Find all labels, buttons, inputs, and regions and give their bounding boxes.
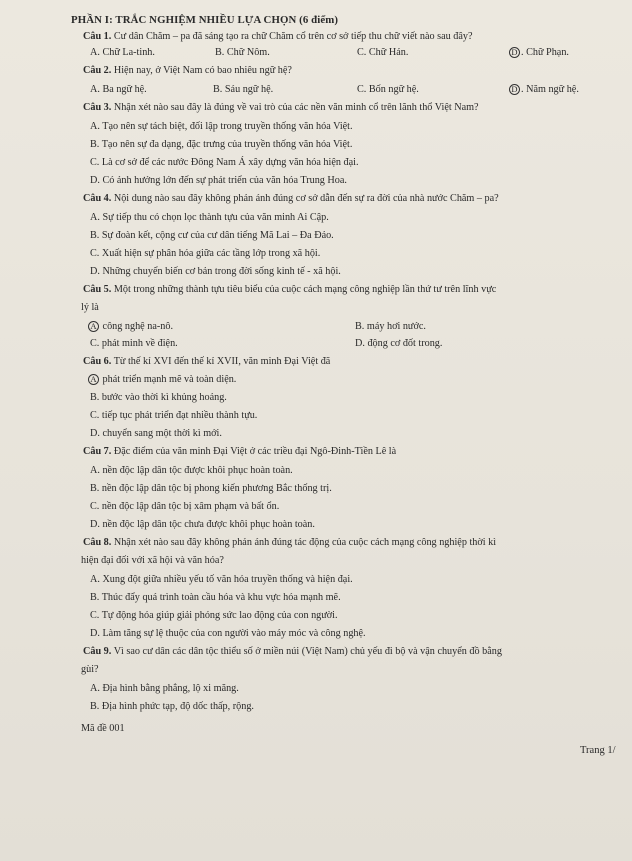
question-2-stem — [83, 65, 292, 77]
question-3-option-d[interactable]: D. Có ảnh hưởng lớn đến sự phát triển của văn hóa Trung Hoa. — [90, 175, 347, 186]
question-1-option-d-text: . Chữ Phạn. — [521, 47, 569, 58]
question-8-number: Câu 8. — [83, 537, 112, 548]
question-8-stem — [83, 537, 496, 549]
question-5-option-a-text: công nghệ na-nô. — [100, 321, 173, 332]
question-9-stem — [83, 646, 502, 658]
question-4-option-c[interactable]: C. Xuất hiện sự phân hóa giữa các tầng lớp trong xã hội. — [90, 248, 321, 259]
question-7-stem — [83, 446, 396, 458]
question-8-option-b[interactable]: B. Thúc đẩy quá trình toàn cầu hóa và khu vực hóa mạnh mẽ. — [90, 592, 341, 603]
question-6-number: Câu 6. — [83, 356, 112, 367]
selected-answer-circle: D — [509, 47, 520, 58]
question-9-number: Câu 9. — [83, 646, 112, 657]
question-2-option-c[interactable]: C. Bốn ngữ hệ. — [357, 84, 419, 95]
selected-answer-circle: D — [509, 84, 520, 95]
question-8-text: Nhận xét nào sau đây không phản ánh đúng tác động của cuộc cách mạng công nghiệp thời kì — [113, 537, 497, 548]
question-3-number: Câu 3. — [83, 102, 112, 113]
question-2-option-d[interactable] — [509, 84, 579, 96]
question-2-number: Câu 2. — [83, 65, 112, 76]
selected-answer-circle: A — [88, 321, 99, 332]
question-3-stem — [83, 102, 479, 114]
question-7-option-b[interactable]: B. nền độc lập dân tộc bị phong kiến phương Bắc thống trị. — [90, 483, 332, 494]
question-5-number: Câu 5. — [83, 284, 112, 295]
question-5-text: Một trong những thành tựu tiêu biểu của cuộc cách mạng công nghiệp lần thứ tư trên lĩnh vực — [113, 284, 497, 295]
question-5-stem-continued: lý là — [81, 302, 99, 313]
question-1-option-d[interactable] — [509, 47, 569, 59]
question-4-option-b[interactable]: B. Sự đoàn kết, cộng cư của cư dân tiếng Mã Lai – Đa Đảo. — [90, 230, 334, 241]
question-4-stem — [83, 193, 499, 205]
question-7-number: Câu 7. — [83, 446, 112, 457]
question-2-option-d-text: . Năm ngữ hệ. — [521, 84, 579, 95]
question-1-stem — [83, 31, 472, 43]
part-title: PHẦN I: TRẮC NGHIỆM NHIỀU LỰA CHỌN (6 điểm) — [71, 14, 339, 26]
question-9-stem-continued: gùi? — [81, 664, 99, 675]
question-1-option-a[interactable]: A. Chữ La-tinh. — [90, 47, 155, 58]
page-number: Trang 1/ — [580, 745, 616, 756]
question-1-option-b[interactable]: B. Chữ Nôm. — [215, 47, 270, 58]
question-5-option-b[interactable]: B. máy hơi nước. — [355, 321, 426, 332]
question-9-option-a[interactable]: A. Địa hình bằng phẳng, lộ xi măng. — [90, 683, 239, 694]
question-7-option-c[interactable]: C. nền độc lập dân tộc bị xâm phạm và bất ổn. — [90, 501, 280, 512]
question-8-option-c[interactable]: C. Tự động hóa giúp giải phóng sức lao động của con người. — [90, 610, 338, 621]
question-8-stem-continued: hiện đại đối với xã hội và văn hóa? — [81, 555, 224, 566]
question-8-option-d[interactable]: D. Làm tăng sự lệ thuộc của con người vào máy móc và công nghệ. — [90, 628, 366, 639]
question-2-option-a[interactable]: A. Ba ngữ hệ. — [90, 84, 147, 95]
question-4-number: Câu 4. — [83, 193, 112, 204]
question-1-number: Câu 1. — [83, 31, 112, 42]
question-1-option-c[interactable]: C. Chữ Hán. — [357, 47, 409, 58]
question-3-option-b[interactable]: B. Tạo nên sự đa dạng, đặc trưng của truyền thống văn hóa Việt. — [90, 139, 353, 150]
question-5-stem — [83, 284, 496, 296]
question-6-stem — [83, 356, 330, 368]
question-4-option-a[interactable]: A. Sự tiếp thu có chọn lọc thành tựu của văn minh Ai Cập. — [90, 212, 329, 223]
question-2-option-b[interactable]: B. Sáu ngữ hệ. — [213, 84, 274, 95]
question-6-option-c[interactable]: C. tiếp tục phát triển đạt nhiều thành tựu. — [90, 410, 258, 421]
question-2-text: Hiện nay, ở Việt Nam có bao nhiêu ngữ hệ? — [113, 65, 292, 76]
question-3-option-a[interactable]: A. Tạo nên sự tách biệt, đối lập trong truyền thống văn hóa Việt. — [90, 121, 353, 132]
question-6-option-d[interactable]: D. chuyển sang một thời kì mới. — [90, 428, 222, 439]
question-7-text: Đặc điểm của văn minh Đại Việt ở các triều đại Ngô-Đinh-Tiền Lê là — [113, 446, 397, 457]
question-1-text: Cư dân Chăm – pa đã sáng tạo ra chữ Chăm cổ trên cơ sở tiếp thu chữ viết nào sau đây? — [113, 31, 473, 42]
question-5-option-d[interactable]: D. động cơ đốt trong. — [355, 338, 443, 349]
question-3-text: Nhận xét nào sau đây là đúng về vai trò của các nền văn minh cổ trên lãnh thổ Việt Nam? — [113, 102, 479, 113]
question-7-option-a[interactable]: A. nền độc lập dân tộc được khôi phục hoàn toàn. — [90, 465, 293, 476]
question-5-option-c[interactable]: C. phát minh về điện. — [90, 338, 178, 349]
question-4-text: Nội dung nào sau đây không phản ánh đúng cơ sở dẫn đến sự ra đời của nhà nước Chăm – pa? — [113, 193, 499, 204]
question-6-option-a[interactable] — [88, 374, 236, 386]
question-6-option-a-text: phát triển mạnh mẽ và toàn diện. — [100, 374, 237, 385]
question-3-option-c[interactable]: C. Là cơ sở để các nước Đông Nam Á xây dựng văn hóa hiện đại. — [90, 157, 359, 168]
question-6-text: Từ thế kỉ XVI đến thế kỉ XVII, văn minh Đại Việt đã — [113, 356, 331, 367]
question-6-option-b[interactable]: B. bước vào thời kì khủng hoảng. — [90, 392, 227, 403]
selected-answer-circle: A — [88, 374, 99, 385]
question-4-option-d[interactable]: D. Những chuyển biến cơ bản trong đời sống kinh tế - xã hội. — [90, 266, 341, 277]
question-7-option-d[interactable]: D. nền độc lập dân tộc chưa được khôi phục hoàn toàn. — [90, 519, 315, 530]
exam-code: Mã đề 001 — [81, 723, 125, 734]
question-5-option-a[interactable] — [88, 321, 173, 333]
question-8-option-a[interactable]: A. Xung đột giữa nhiều yếu tố văn hóa truyền thống và hiện đại. — [90, 574, 353, 585]
question-9-text: Vì sao cư dân các dân tộc thiểu số ở miền núi (Việt Nam) chủ yếu đi bộ và vận chuyển đồ bằng — [113, 646, 502, 657]
question-9-option-b[interactable]: B. Địa hình phức tạp, độ dốc thấp, rộng. — [90, 701, 254, 712]
